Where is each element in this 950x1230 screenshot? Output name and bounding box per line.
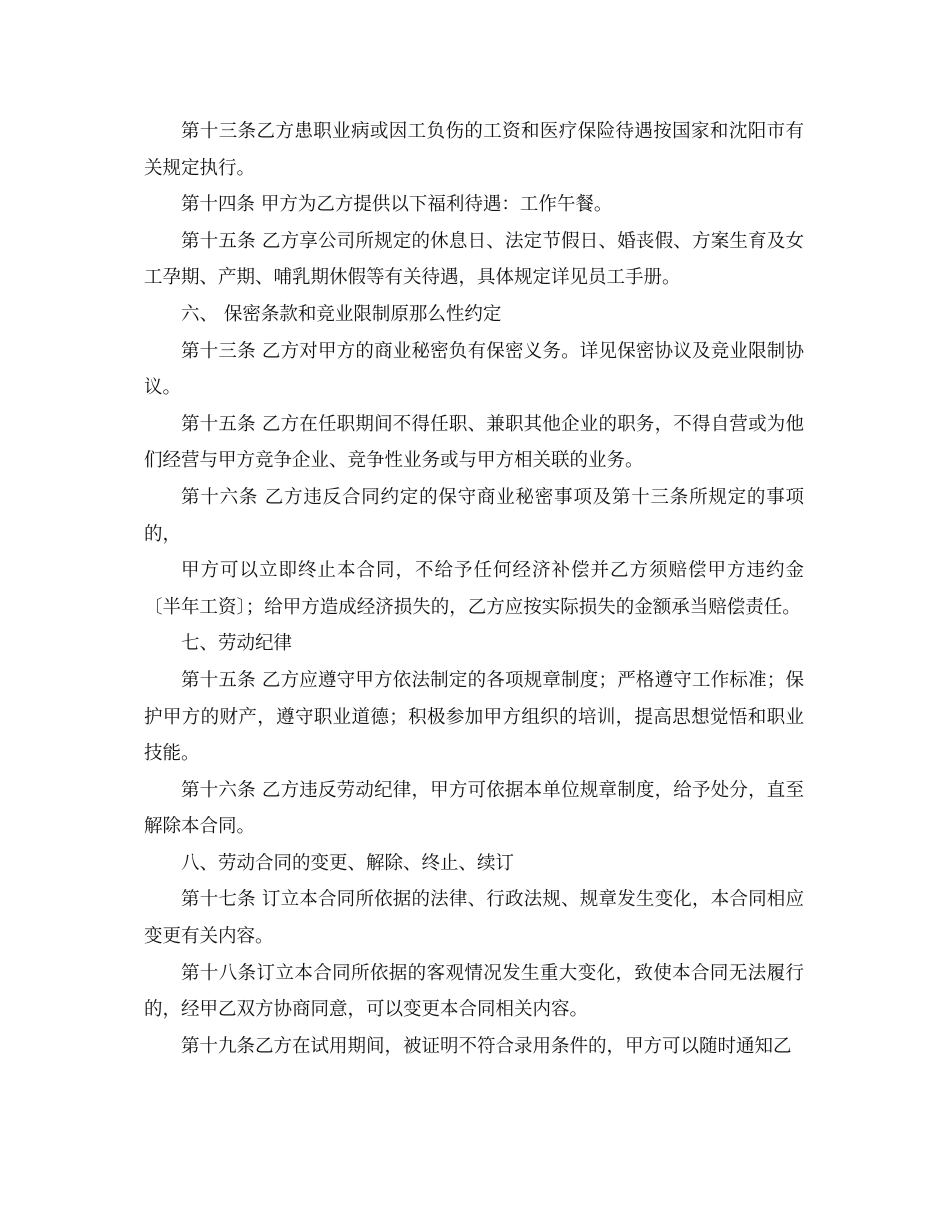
paragraph-article-15-discipline: 第十五条 乙方应遵守甲方依法制定的各项规章制度；严格遵守工作标准；保护甲方的财产，遵守职业道德；积极参加甲方组织的培训，提高思想觉悟和职业技能。 [144, 669, 804, 765]
section-heading-labor-discipline: 七、劳动纪律 [181, 633, 293, 655]
paragraph-article-15-non-compete: 第十五条 乙方在任职期间不得任职、兼职其他企业的职务，不得自营或为他们经营与甲方竞争企业、竞争性业务或与甲方相关联的业务。 [144, 413, 804, 472]
section-heading-contract-changes: 八、劳动合同的变更、解除、终止、续订 [181, 852, 515, 874]
section-heading-confidentiality: 六、 保密条款和竞业限制原那么性约定 [181, 303, 502, 325]
paragraph-article-13-confidentiality: 第十三条 乙方对甲方的商业秘密负有保密义务。详见保密协议及竞业限制协议。 [144, 340, 804, 399]
paragraph-article-16-discipline-violation: 第十六条 乙方违反劳动纪律，甲方可依据本单位规章制度，给予处分，直至解除本合同。 [144, 779, 804, 838]
paragraph-article-19-probation: 第十九条乙方在试用期间，被证明不符合录用条件的，甲方可以随时通知乙 [181, 1035, 792, 1057]
paragraph-article-13-occupational-injury: 第十三条乙方患职业病或因工负伤的工资和医疗保险待遇按国家和沈阳市有关规定执行。 [144, 121, 804, 179]
paragraph-breach-penalty: 甲方可以立即终止本合同，不给予任何经济补偿并乙方须赔偿甲方违约金〔半年工资〕；给甲方造成经济损失的，乙方应按实际损失的金额承当赔偿责任。 [144, 560, 804, 618]
document-body [144, 114, 804, 1065]
paragraph-article-17-law-change: 第十七条 订立本合同所依据的法律、行政法规、规章发生变化，本合同相应变更有关内容。 [144, 889, 804, 948]
paragraph-article-16-breach: 第十六条 乙方违反合同约定的保守商业秘密事项及第十三条所规定的事项的， [144, 486, 804, 545]
paragraph-article-15-leave: 第十五条 乙方享公司所规定的休息日、法定节假日、婚丧假、方案生育及女工孕期、产期、哺乳期休假等有关待遇，具体规定详见员工手册。 [144, 230, 804, 289]
paragraph-article-18-circumstance-change: 第十八条订立本合同所依据的客观情况发生重大变化，致使本合同无法履行的，经甲乙双方协商同意，可以变更本合同相关内容。 [144, 962, 804, 1021]
paragraph-article-14-welfare: 第十四条 甲方为乙方提供以下福利待遇：工作午餐。 [181, 194, 613, 216]
